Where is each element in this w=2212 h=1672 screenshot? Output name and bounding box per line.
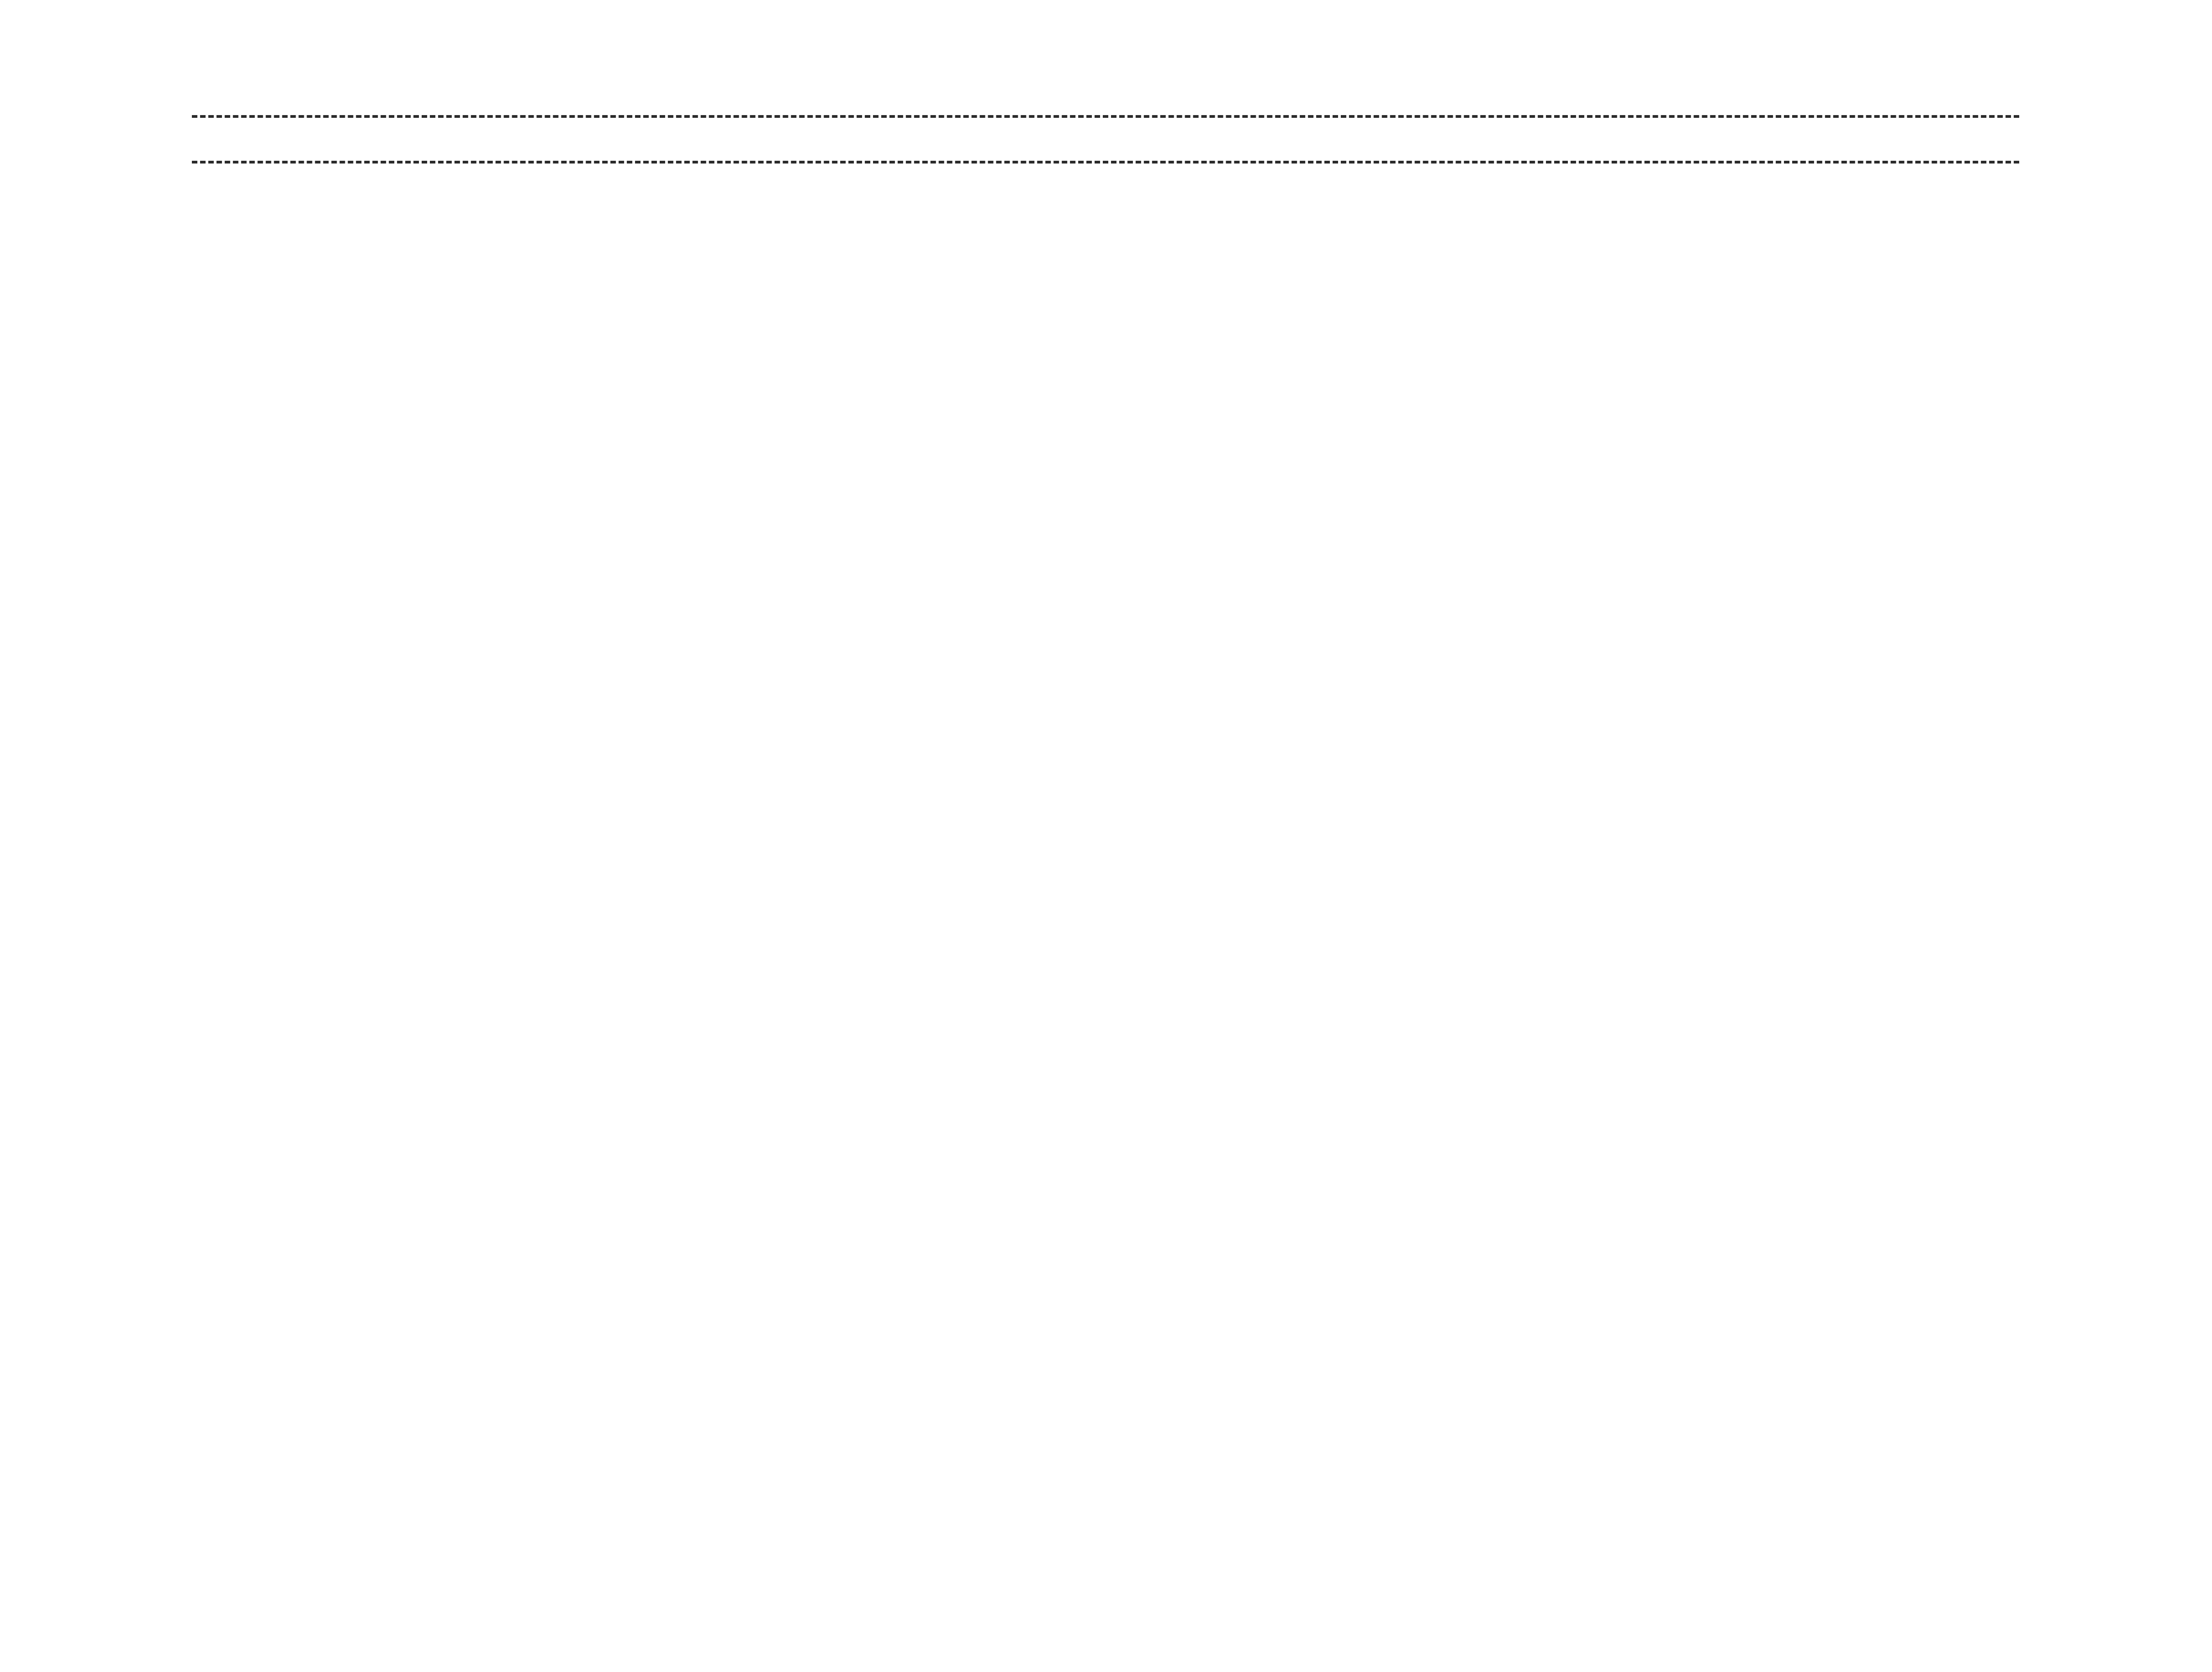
header-rule-bottom	[192, 161, 2019, 164]
header-rule-top	[192, 115, 2019, 118]
